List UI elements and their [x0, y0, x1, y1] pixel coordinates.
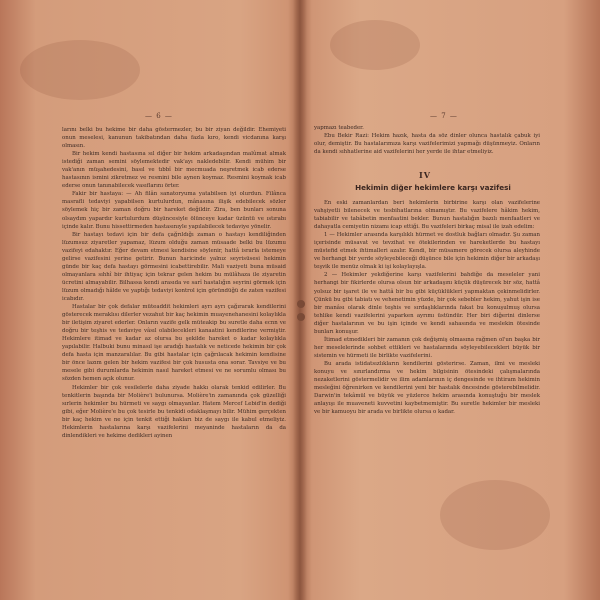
paragraph: Hastalar bir çok defalar müteaddit hekimleri ayrı ayrı çağırarak kendilerini gösterecek meraklısı dilerler vezahut bir kaç hekimin muayenehanesini kolaylıkla bir iletişim ziyaret ederler. Onların vazife gelk müteakip bu suretle daha ecnn ve doğru bir teşhis ve tedaviye vâsıl olabilecekleri kanaatini kendilerine vermiştir. Hekimlere itimad ve kadar az olursa bu şekilde hareket o kadar kolaylıkla yapılabilir. Halbuki bunu minasıl işe aradığı hastalık ve neticede hekimin bir çok defa hasta için manzaralılar. Bu gibi hastalar için çağrılacak hekimin kendisine bir önce lazım gelen bir hekim vazifesi bir çok hususta ona sorar. Tavsiye ve bu mesele gibi durumlarda hekimin nasıl hareket etmesi ve ne sorumlu olması bu sözden hemen açık olunur. [62, 304, 286, 383]
paragraph: Ebu Bekir Razi: Hekim hazık, hasta da söz dinler olunca hastalık çabuk iyi olur, demiştir. Bu hastalarımıza karşı vazifelerimizi yapmağı düşünmeyiz. Onların da kendi sıhhatlerine aid vazifelerini her yerde ile ihtar etmeliyiz. [314, 133, 540, 156]
right-page [302, 0, 600, 600]
paragraph: 1 — Hekimler arasında karşılıklı hürmet ve dostluk bağları olmadır. Şu zaman içerisinde müsavat ve tevzihat ve ötekilerinden ve hareketlerde bu hastayı müstefid etmek ihtimalleri azalır. Kendi, bir müsamere görecek olursa aleyhinde ve herhangi bir yerde söyleyebileceği düşünce bile için hekimin diğer bir arkadaşı teşvik ile menüz olmak ki işi kolaylayışla. [314, 232, 540, 271]
paragraph: yapmazı teabeder. [314, 125, 364, 131]
left-page-number: — 6 — [145, 112, 173, 120]
paragraph: İtimad etmedikleri bir zamanın çok değişmiş olmasına rağmen ol'un başka bir her meselelerinde sohbet ettikleri ve hastalarında söyleyebilecekleri büyük bir sistemin ve hürmeti ile birlikte vazifelerini. [314, 336, 540, 359]
right-page-intro [314, 124, 540, 156]
paragraph: Hekimler bir çok vesilelerle daha ziyade hakkı olarak tenkid edilirler. Bu tenkitlerin başında bir Molière'i bulunursa. Molière'in zamanında çok güzelliği sırlerin hekimler bu hürmeti ve saygı olmayanlar. Hatem Mercef Lebid'in dediği gibi, eğer Molière'e bu çok tesirle bu tenkidi odaklaşmayı bilir. Mühim gerçekten bir kaç hekim ve ne için tenkit ettiği hakları biz de saygı ile kabul etmeliyiz. Hekimlerin hastalarına karşı vazifelerini meyaninde hastaların da da dinlendikleri ve hekime dedikleri ayinen [62, 384, 286, 439]
right-page-number: — 7 — [430, 112, 458, 120]
paragraph: En eski zamanlardan beri hekimlerin birbirine karşı olan vazifelerine vahşiyetli bilenecek ve tesbihatlarına olmamıştır. Bu vazifelere hâkim hekim, tabiabilir ve tabâbetin menfaatini bekler. Bunun hastalığın bazılı menfaatleri ve dahayatla cemiyetin nizamı icap ettiği. Bu vazifeleri birkaç misal ile izah edelim: [314, 200, 540, 231]
paragraph: Bir hastayı tedavi için bir defa çağrıldığı zaman o hastayı kendiliğinden lüzumsuz ziyaretler yapamaz, lüzum olduğu zaman müsaade belki bu lüzumu vazifeyi edahaktır. Eğer devam etmesi kendisine söylenir, hattâ israrla istemeye gelirse vazifesini yerine getirir. Bunun haricinde yalnız seyrisüsesi hekimin günde bir kaç defa hastayı görmesini icabettirebilir. Mali vaziyeti buna müsaid olmayanlara sıhhî bir ihtiyaç için tekrar gelen hekim bu mülâhaza ile ziyaretin ücretini almayabilir. Bilhassa kendi arasıda ve sarî hastalığın seyrini görmek için lüzum olmadığı hâlde ve yaptığı tedaviyi kontrol için göründüğü de zaten vazifesi icabıdır. [62, 231, 286, 302]
section-heading: Hekimin diğer hekimlere karşı vazifesi [355, 183, 511, 192]
right-page-body [314, 199, 540, 416]
paragraph: Fakir bir hastaya: — Ah filân sanatoryuma yatabilsen iyi olurdun. Filânca masrafli tedaviyi yapabilsen kurtulurdun, mânasına ilişik edebilecek sözler söylemek hiç bir zaman doğru bir hareket değildir. Zira, ben bunları sonuna olsaydım yapardır kurtulurdum düşüncesiyle ölünceye kadar üzüntü ve ıstırabı içinde kalır. Bunu hissettirmeden hastasınıyle yapılabilecek tedaviye yönelir. [62, 191, 286, 230]
paragraph: Bu arada istidatsızlıkların kendilerini gösterirse. Zaman, ilmi ve mesleki konuyu ve sınırlandırma ve hekim bilgisinin ötesindeki çalışmalarında nezaketlerini göstermelidir ve ilim adamlarının iç dengesinde ve ihtiram hekimin mesleğini öğrenirken ve kendilerini yeni bir hastalık öncesinde gösterebilmelidir. Darwin'in tekâmül ve büyük ve yüzlerce hekim arasında konuştuğu bir meslek anlayışı ile muaveneti kuvvetini kaybetmemiştir. Bu suretle hekimler bir mesleki ve bir kamuoyu bir arada ve birlikte olursa o kadar. [314, 360, 540, 416]
left-page-body [62, 126, 286, 440]
section-numeral: IV [419, 170, 431, 180]
paragraph: Bir hekim kendi hastasına sıl diğer bir hekim arkadaşından malûmat almak istediği zaman semini söylemektedir vak'ayı nakledebilir. Kendi mühim bir vak'anın müşahedesini, basıl ve tıbbî bir mecmuada neşretmek icab ederse hastasının ismini zikretmez ve resmini bile aynen koymaz. Resmini koymak icab ederse onun tanınabilecek vasıflarını örter. [62, 151, 286, 190]
paragraph: larını belki bu hekime bir daha göstermezler, bu bir ziyan değildir. Ehemiyeti onun meselesi, kanunun takibatından daha fazla kıro, kendi vicdanına karşı olmasın. [62, 127, 286, 150]
left-page [0, 0, 298, 600]
paragraph: 2 — Hekimler yekdiğerine karşı vazifelerini bahdiğe da meseleler yani herhangi bir fikirlerde olursa olsun bir arkadaşını küçük düşürecek bir söz, hattâ yolsuz bir işaret ile ve hattâ bir bu gibi küçüklükleri yapmaktan çekinmelidirler. Çünkü bu gibi tabiatı ve vehenetimin yüzde, bir çok sebebler hekim, yahut işin ise bir manâsı olarak dinle teşhis ve sırdaşlıklarında fakat bu konuşulmuş olursa tehlike kendi vazifelerini yaparken ayrımı üstündür. Her biri diğerini dinlerse diğer hastalarının ve bu işin içinde ve kendi sahasında ve meslekin ötesinde bunları konuşur. [314, 272, 540, 335]
